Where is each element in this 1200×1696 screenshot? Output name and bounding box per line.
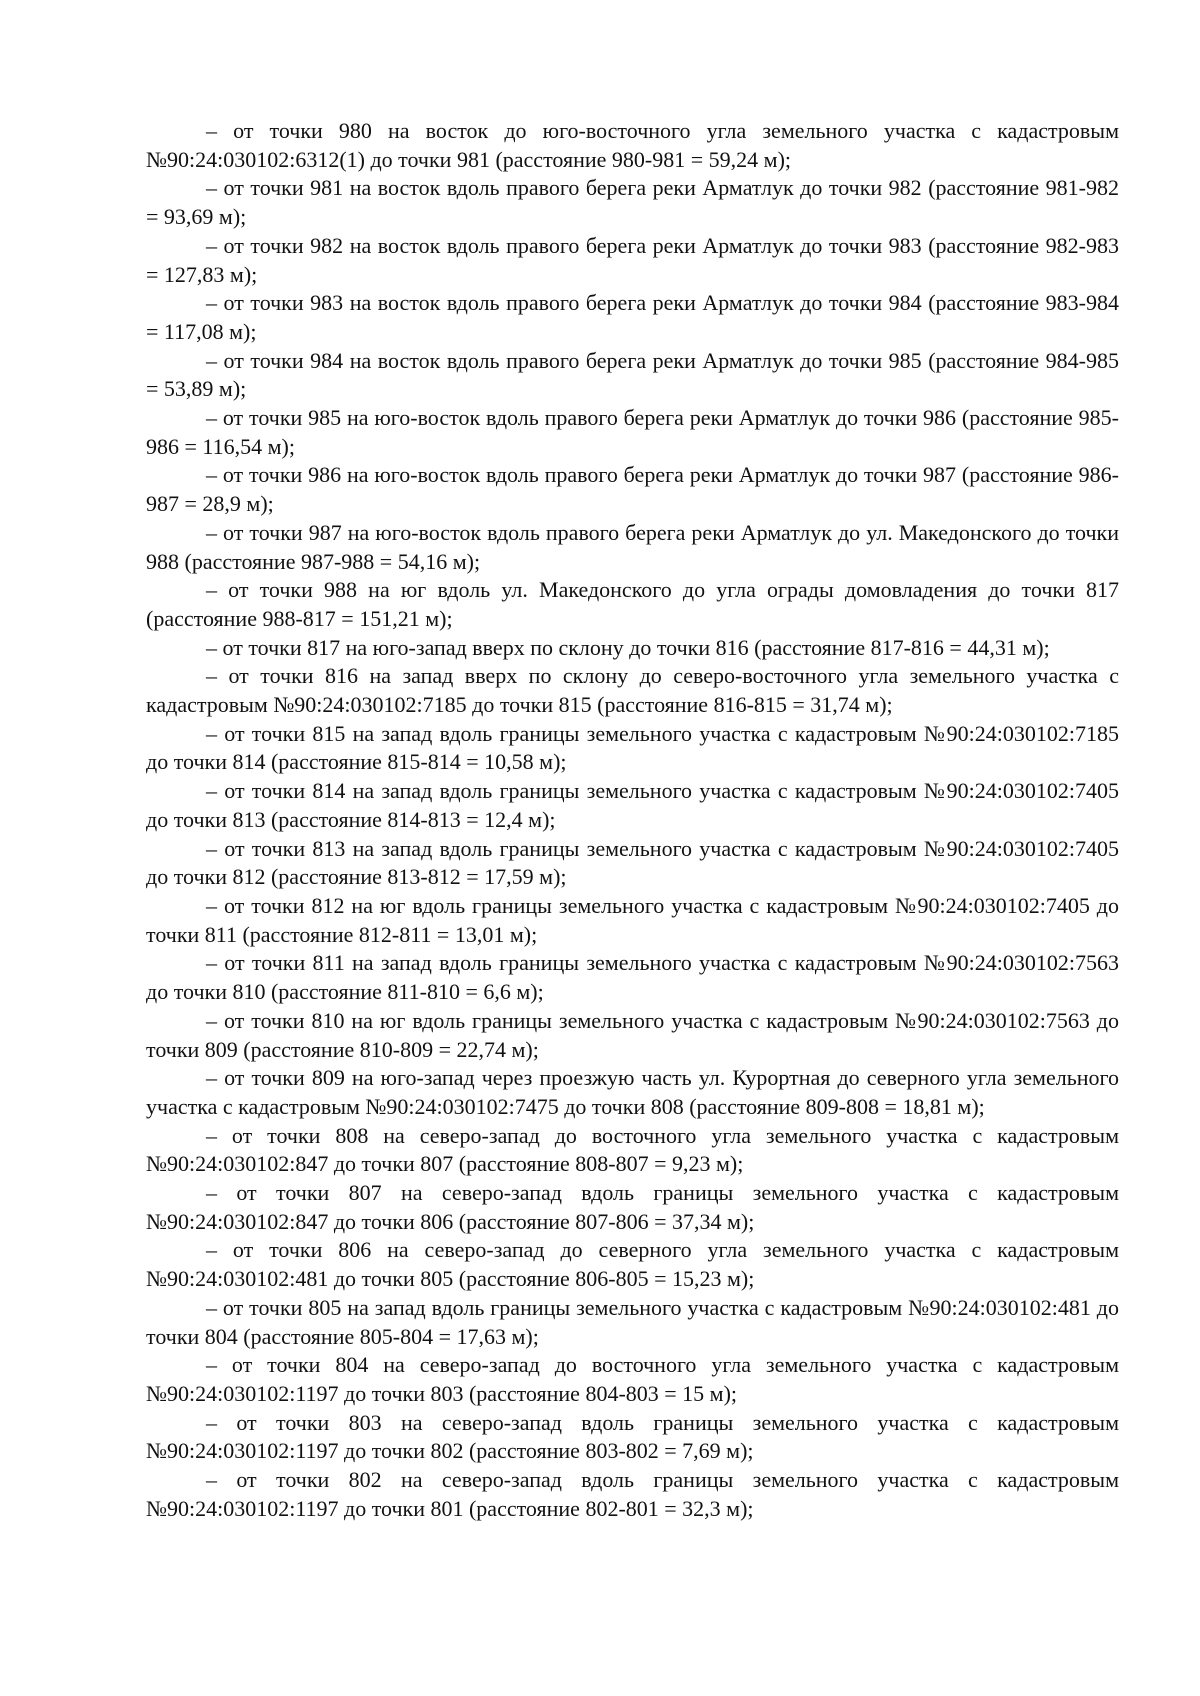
boundary-segment-808-807: – от точки 808 на северо-запад до восточного угла земельного участка с кадастровым №90:24:030102:847 до точки 807 (расстояние 808-807 = 9,23 м);: [146, 1122, 1119, 1177]
boundary-segment-982-983: – от точки 982 на восток вдоль правого берега реки Арматлук до точки 983 (расстояние 982-983 = 127,83 м);: [146, 232, 1119, 287]
boundary-segment-802-801: – от точки 802 на северо-запад вдоль границы земельного участка с кадастровым №90:24:030102:1197 до точки 801 (расстояние 802-801 = 32,3 м);: [146, 1467, 1119, 1521]
boundary-segment-807-806: – от точки 807 на северо-запад вдоль границы земельного участка с кадастровым №90:24:030102:847 до точки 806 (расстояние 807-806 = 37,34 м);: [146, 1180, 1119, 1234]
boundary-segment-810-809: – от точки 810 на юг вдоль границы земельного участка с кадастровым №90:24:030102:7563 до точки 809 (расстояние 810-809 = 22,74 м);: [146, 1007, 1119, 1062]
boundary-segment-803-802: – от точки 803 на северо-запад вдоль границы земельного участка с кадастровым №90:24:030102:1197 до точки 802 (расстояние 803-802 = 7,69 м);: [146, 1409, 1119, 1464]
document-page: [146, 117, 1119, 1523]
boundary-segment-812-811: – от точки 812 на юг вдоль границы земельного участка с кадастровым №90:24:030102:7405 до точки 811 (расстояние 812-811 = 13,01 м);: [146, 892, 1119, 947]
boundary-segment-815-814: – от точки 815 на запад вдоль границы земельного участка с кадастровым №90:24:030102:7185 до точки 814 (расстояние 815-814 = 10,58 м);: [146, 720, 1119, 775]
boundary-segment-809-808: – от точки 809 на юго-запад через проезжую часть ул. Курортная до северного угла земельного участка с кадастровым №90:24:030102:7475 до точки 808 (расстояние 809-808 = 18,81 м);: [146, 1065, 1119, 1119]
boundary-segment-988-817: – от точки 988 на юг вдоль ул. Македонского до угла ограды домовладения до точки 817 (расстояние 988-817 = 151,21 м);: [146, 577, 1119, 631]
boundary-segment-804-803: – от точки 804 на северо-запад до восточного угла земельного участка с кадастровым №90:24:030102:1197 до точки 803 (расстояние 804-803 = 15 м);: [146, 1352, 1119, 1406]
boundary-segment-980-981: – от точки 980 на восток до юго-восточного угла земельного участка с кадастровым №90:24:030102:6312(1) до точки 981 (расстояние 980-981 = 59,24 м);: [146, 118, 1119, 172]
boundary-segment-811-810: – от точки 811 на запад вдоль границы земельного участка с кадастровым №90:24:030102:7563 до точки 810 (расстояние 811-810 = 6,6 м);: [146, 950, 1119, 1005]
boundary-segment-983-984: – от точки 983 на восток вдоль правого берега реки Арматлук до точки 984 (расстояние 983-984 = 117,08 м);: [146, 290, 1119, 344]
boundary-segment-986-987: – от точки 986 на юго-восток вдоль правого берега реки Арматлук до точки 987 (расстояние 986-987 = 28,9 м);: [146, 462, 1119, 517]
boundary-segment-806-805: – от точки 806 на северо-запад до северного угла земельного участка с кадастровым №90:24:030102:481 до точки 805 (расстояние 806-805 = 15,23 м);: [146, 1237, 1119, 1292]
boundary-segment-984-985: – от точки 984 на восток вдоль правого берега реки Арматлук до точки 985 (расстояние 984-985 = 53,89 м);: [146, 347, 1119, 402]
boundary-segment-805-804: – от точки 805 на запад вдоль границы земельного участка с кадастровым №90:24:030102:481 до точки 804 (расстояние 805-804 = 17,63 м);: [146, 1294, 1119, 1349]
boundary-segment-981-982: – от точки 981 на восток вдоль правого берега реки Арматлук до точки 982 (расстояние 981-982 = 93,69 м);: [146, 175, 1119, 230]
boundary-segment-985-986: – от точки 985 на юго-восток вдоль правого берега реки Арматлук до точки 986 (расстояние 985-986 = 116,54 м);: [146, 405, 1119, 459]
boundary-segment-816-815: – от точки 816 на запад вверх по склону до северо-восточного угла земельного участка с кадастровым №90:24:030102:7185 до точки 815 (расстояние 816-815 = 31,74 м);: [146, 663, 1119, 718]
boundary-segment-817-816: – от точки 817 на юго-запад вверх по склону до точки 816 (расстояние 817-816 = 44,31 м);: [206, 634, 1050, 660]
boundary-segment-814-813: – от точки 814 на запад вдоль границы земельного участка с кадастровым №90:24:030102:7405 до точки 813 (расстояние 814-813 = 12,4 м);: [146, 778, 1119, 832]
boundary-segment-987-988: – от точки 987 на юго-восток вдоль правого берега реки Арматлук до ул. Македонского до точки 988 (расстояние 987-988 = 54,16 м);: [146, 519, 1119, 574]
boundary-segment-813-812: – от точки 813 на запад вдоль границы земельного участка с кадастровым №90:24:030102:7405 до точки 812 (расстояние 813-812 = 17,59 м);: [146, 835, 1119, 890]
